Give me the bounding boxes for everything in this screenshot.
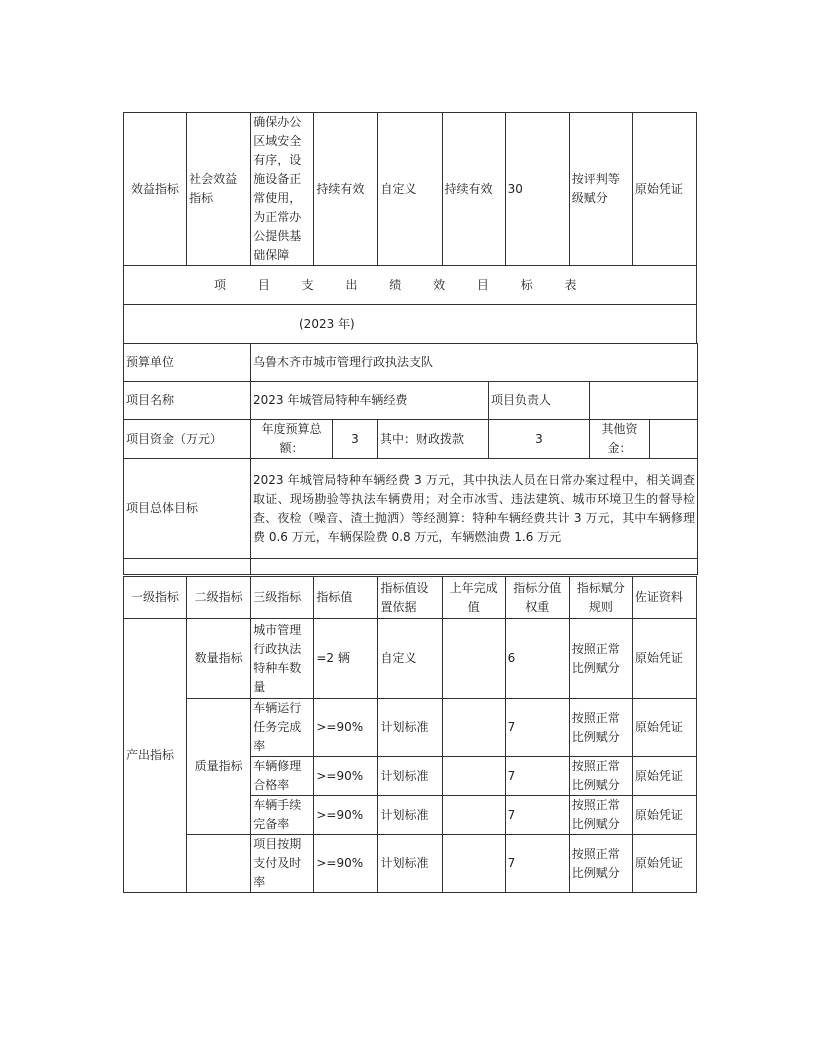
level3-cell: 项目按期支付及时率 — [251, 835, 314, 893]
overall-goal-label: 项目总体目标 — [124, 459, 251, 559]
evidence-cell: 原始凭证 — [632, 796, 696, 835]
benefit-indicator-table — [123, 112, 697, 266]
header-weight: 指标分值权重 — [505, 577, 569, 619]
year-label: (2023 年) — [124, 305, 697, 344]
annual-budget-label: 年度预算总额： — [251, 420, 333, 459]
indicator-value-cell: >=90% — [314, 835, 378, 893]
budget-unit-label: 预算单位 — [124, 344, 251, 382]
title-table — [123, 265, 697, 344]
basis-cell: 自定义 — [378, 113, 442, 266]
output-indicator-cell: 产出指标 — [124, 619, 187, 893]
header-last-year: 上年完成值 — [442, 577, 505, 619]
spacer-row — [124, 559, 698, 575]
fiscal-allocation-label: 其中：财政拨款 — [378, 420, 489, 459]
weight-cell: 30 — [505, 113, 569, 266]
table-row — [124, 344, 698, 382]
last-year-cell: 持续有效 — [442, 113, 505, 266]
fiscal-allocation-value: 3 — [489, 420, 590, 459]
evidence-cell: 原始凭证 — [632, 699, 696, 757]
indicator-value-cell: >=90% — [314, 699, 378, 757]
table-row — [124, 619, 697, 699]
rule-cell: 按评判等级赋分 — [569, 113, 632, 266]
basis-cell: 计划标准 — [378, 699, 442, 757]
header-evidence: 佐证资料 — [632, 577, 696, 619]
indicator-table — [123, 576, 697, 893]
rule-cell: 按照正常比例赋分 — [569, 757, 632, 796]
level3-cell: 车辆修理合格率 — [251, 757, 314, 796]
weight-cell: 7 — [505, 835, 569, 893]
last-year-cell — [442, 796, 505, 835]
last-year-cell — [442, 699, 505, 757]
project-leader-value — [590, 382, 698, 420]
evidence-cell: 原始凭证 — [632, 757, 696, 796]
rule-cell: 按照正常比例赋分 — [569, 619, 632, 699]
rule-cell: 按照正常比例赋分 — [569, 835, 632, 893]
project-leader-label: 项目负责人 — [489, 382, 590, 420]
evidence-cell: 原始凭证 — [632, 835, 696, 893]
header-basis: 指标值设置依据 — [378, 577, 442, 619]
basis-cell: 计划标准 — [378, 757, 442, 796]
weight-cell: 7 — [505, 796, 569, 835]
header-rule: 指标赋分规则 — [569, 577, 632, 619]
basis-cell: 计划标准 — [378, 796, 442, 835]
budget-unit-value: 乌鲁木齐市城市管理行政执法支队 — [251, 344, 698, 382]
level2-cell: 社会效益指标 — [187, 113, 251, 266]
weight-cell: 7 — [505, 699, 569, 757]
last-year-cell — [442, 619, 505, 699]
quantity-indicator-cell: 数量指标 — [187, 619, 251, 699]
table-row — [124, 699, 697, 757]
header-row — [124, 577, 697, 619]
page-title: 项 目 支 出 绩 效 目 标 表 — [124, 266, 697, 305]
header-value: 指标值 — [314, 577, 378, 619]
level3-cell: 车辆运行任务完成率 — [251, 699, 314, 757]
level3-cell: 城市管理行政执法特种车数量 — [251, 619, 314, 699]
other-funds-value — [650, 420, 698, 459]
indicator-value-cell: 持续有效 — [314, 113, 378, 266]
indicator-value-cell: >=90% — [314, 757, 378, 796]
rule-cell: 按照正常比例赋分 — [569, 796, 632, 835]
basic-info-table — [123, 343, 698, 575]
header-level2: 二级指标 — [187, 577, 251, 619]
weight-cell: 7 — [505, 757, 569, 796]
header-level1: 一级指标 — [124, 577, 187, 619]
level1-cell: 效益指标 — [124, 113, 187, 266]
level3-cell: 车辆手续完备率 — [251, 796, 314, 835]
other-funds-label: 其他资金： — [590, 420, 650, 459]
annual-budget-value: 3 — [333, 420, 378, 459]
header-level3: 三级指标 — [251, 577, 314, 619]
indicator-value-cell: =2 辆 — [314, 619, 378, 699]
last-year-cell — [442, 835, 505, 893]
project-name-label: 项目名称 — [124, 382, 251, 420]
last-year-cell — [442, 757, 505, 796]
table-row — [124, 420, 698, 459]
table-row — [124, 835, 697, 893]
funds-label: 项目资金（万元） — [124, 420, 251, 459]
basis-cell: 自定义 — [378, 619, 442, 699]
evidence-cell: 原始凭证 — [632, 113, 696, 266]
table-row — [124, 382, 698, 420]
indicator-value-cell: >=90% — [314, 796, 378, 835]
level3-cell: 确保办公区域安全有序，设施设备正常使用，为正常办公提供基础保障 — [251, 113, 314, 266]
weight-cell: 6 — [505, 619, 569, 699]
quality-indicator-cell: 质量指标 — [187, 699, 251, 835]
overall-goal-text: 2023 年城管局特种车辆经费 3 万元，其中执法人员在日常办案过程中，相关调查取证、现场勘验等执法车辆费用；对全市冰雪、违法建筑、城市环境卫生的督导检查、夜检（噪音、渣土抛洒）等经测算：特种车辆经费共计 3 万元，其中车辆修理费 0.6 万元，车辆保险费 0.8 万元，车辆燃油费 1.6 万元 — [251, 459, 698, 559]
timeliness-indicator-cell — [187, 835, 251, 893]
evidence-cell: 原始凭证 — [632, 619, 696, 699]
basis-cell: 计划标准 — [378, 835, 442, 893]
table-row — [124, 459, 698, 559]
rule-cell: 按照正常比例赋分 — [569, 699, 632, 757]
project-name-value: 2023 年城管局特种车辆经费 — [251, 382, 489, 420]
table-row — [124, 113, 697, 266]
